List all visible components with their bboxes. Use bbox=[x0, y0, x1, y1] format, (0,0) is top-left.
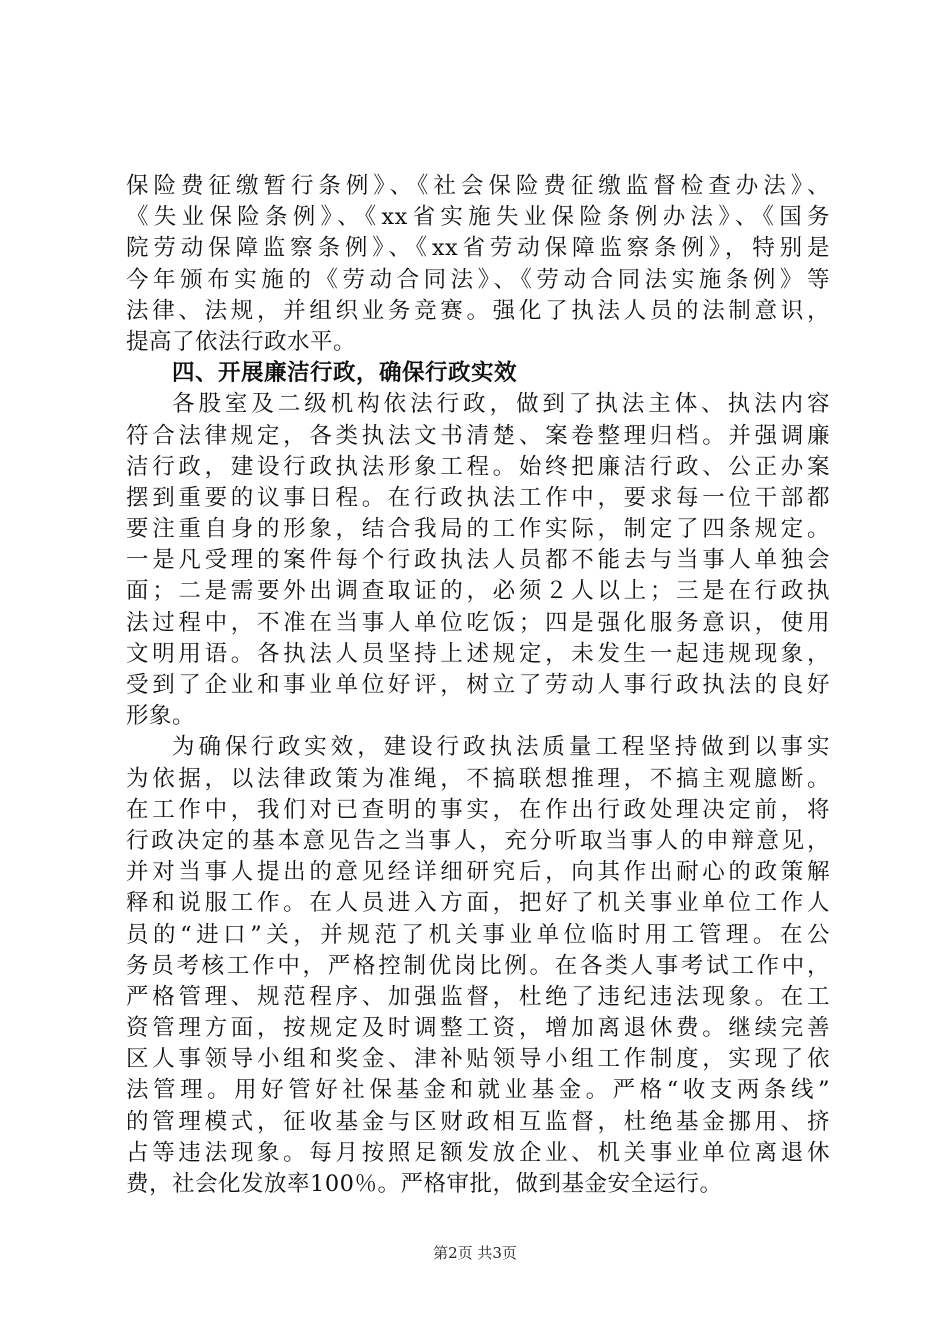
text-line: 符合法律规定，各类执法文书清楚、案卷整理归档。并强调廉 bbox=[126, 422, 830, 449]
text-line: 受到了企业和事业单位好评，树立了劳动人事行政执法的良好 bbox=[126, 672, 830, 698]
document-body bbox=[126, 171, 830, 1200]
text-line: 洁行政，建设行政执法形象工程。始终把廉洁行政、公正办案 bbox=[126, 453, 830, 480]
text-line: 法管理。用好管好社保基金和就业基金。严格“收支两条线” bbox=[126, 1077, 830, 1104]
text-line: 今年颁布实施的《劳动合同法》、《劳动合同法实施条例》等 bbox=[126, 266, 830, 293]
text-line: 的管理模式，征收基金与区财政相互监督，杜绝基金挪用、挤 bbox=[126, 1108, 830, 1135]
text-line: 各股室及二级机构依法行政，做到了执法主体、执法内容 bbox=[172, 391, 830, 418]
text-line: 并对当事人提出的意见经详细研究后，向其作出耐心的政策解 bbox=[126, 859, 830, 886]
text-line: 行政决定的基本意见告之当事人，充分听取当事人的申辩意见， bbox=[126, 827, 830, 854]
text-line: 摆到重要的议事日程。在行政执法工作中，要求每一位干部都 bbox=[126, 484, 830, 511]
text-line: 提高了依法行政水平。 bbox=[126, 328, 357, 355]
page-number-footer: 第2页 共3页 bbox=[433, 1244, 517, 1262]
text-line: 院劳动保障监察条例》、《xx省劳动保障监察条例》，特别是 bbox=[126, 235, 830, 262]
text-line: 法过程中，不准在当事人单位吃饭；四是强化服务意识，使用 bbox=[126, 609, 830, 636]
text-line: 形象。 bbox=[126, 703, 196, 730]
text-line: 法律、法规，并组织业务竞赛。强化了执法人员的法制意识， bbox=[126, 297, 830, 324]
paragraph-laws bbox=[126, 171, 830, 358]
text-line: 在工作中，我们对已查明的事实，在作出行政处理决定前，将 bbox=[126, 796, 830, 823]
text-line: 为依据，以法律政策为准绳，不搞联想推理，不搞主观臆断。 bbox=[126, 765, 830, 792]
text-line: 员的“进口”关，并规范了机关事业单位临时用工管理。在公 bbox=[126, 921, 830, 948]
text-line: 释和说服工作。在人员进入方面，把好了机关事业单位工作人 bbox=[126, 890, 830, 917]
text-line: 区人事领导小组和奖金、津补贴领导小组工作制度，实现了依 bbox=[126, 1046, 830, 1073]
text-line: 费，社会化发放率100％。严格审批，做到基金安全运行。 bbox=[126, 1171, 723, 1197]
text-line: 要注重自身的形象，结合我局的工作实际，制定了四条规定。 bbox=[126, 516, 830, 543]
text-line: 面；二是需要外出调查取证的，必须２人以上；三是在行政执 bbox=[126, 578, 830, 605]
text-line: 保险费征缴暂行条例》、《社会保险费征缴监督检查办法》、 bbox=[126, 173, 830, 199]
text-line: 文明用语。各执法人员坚持上述规定，未发生一起违规现象， bbox=[126, 640, 830, 667]
paragraph-effectiveness bbox=[126, 732, 830, 1200]
text-line: 一是凡受理的案件每个行政执法人员都不能去与当事人单独会 bbox=[126, 547, 830, 574]
text-line: 资管理方面，按规定及时调整工资，增加离退休费。继续完善 bbox=[126, 1015, 830, 1042]
paragraph-integrity bbox=[126, 389, 830, 732]
section-heading: 四、开展廉洁行政，确保行政实效 bbox=[172, 360, 518, 387]
text-line: 为确保行政实效，建设行政执法质量工程坚持做到以事实 bbox=[172, 734, 830, 761]
text-line: 务员考核工作中，严格控制优岗比例。在各类人事考试工作中， bbox=[126, 952, 830, 979]
text-line: 《失业保险条例》、《xx省实施失业保险条例办法》、《国务 bbox=[126, 204, 830, 231]
text-line: 严格管理、规范程序、加强监督，杜绝了违纪违法现象。在工 bbox=[126, 983, 830, 1010]
text-line: 占等违法现象。每月按照足额发放企业、机关事业单位离退休 bbox=[126, 1139, 830, 1166]
